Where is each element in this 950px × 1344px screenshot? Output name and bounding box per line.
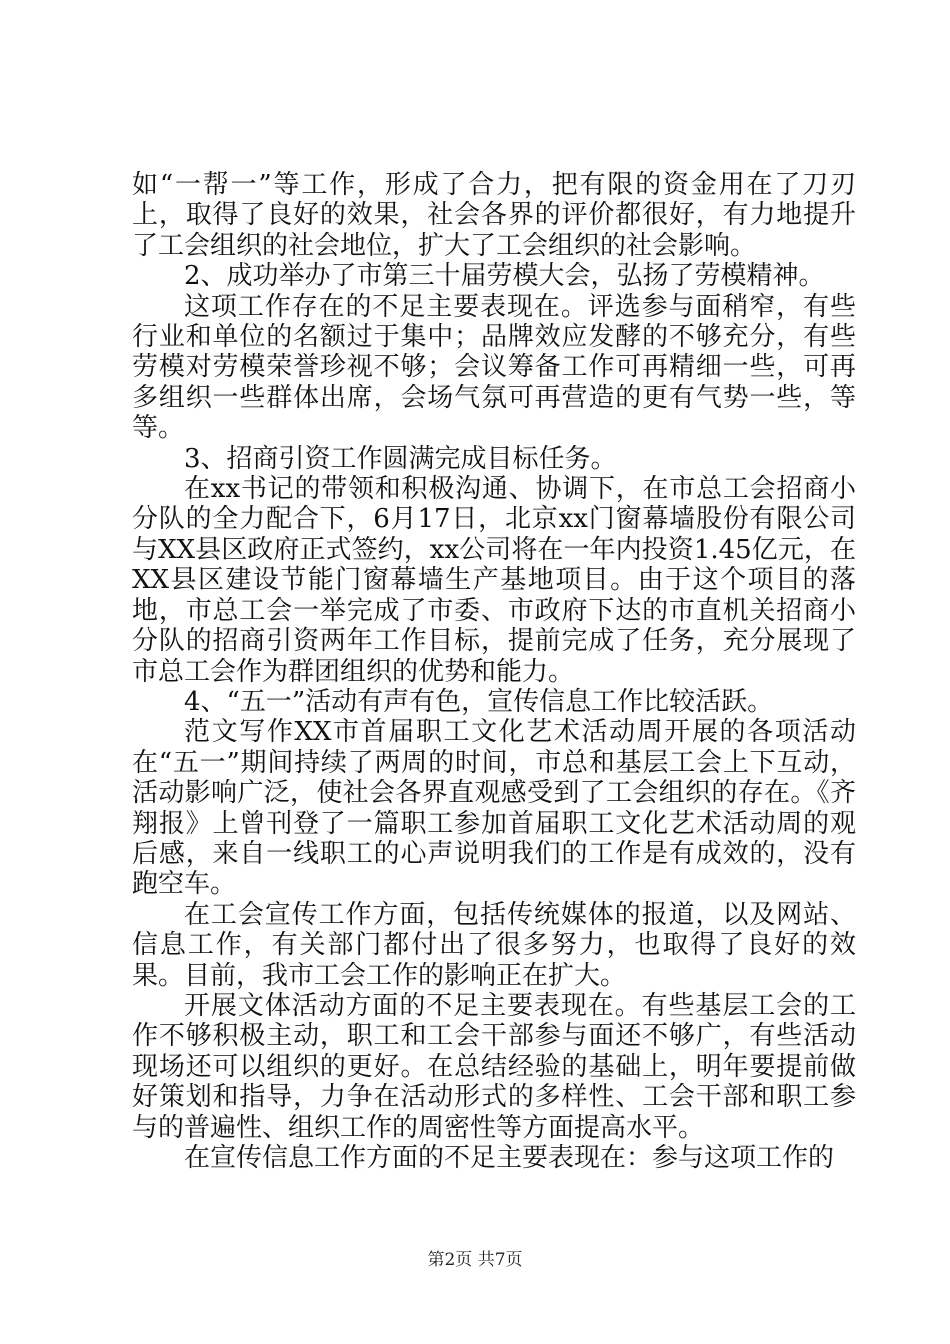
paragraph: 在xx书记的带领和积极沟通、协调下，在市总工会招商小分队的全力配合下，6月17日，北京xx门窗幕墙股份有限公司与XX县区政府正式签约，xx公司将在一年内投资1.45亿元，在XX县区建设节能门窗幕墙生产基地项目。由于这个项目的落地，市总工会一举完成了市委、市政府下达的市直机关招商小分队的招商引资两年工作目标，提前完成了任务，充分展现了市总工会作为群团组织的优势和能力。 (132, 474, 856, 687)
paragraph: 开展文体活动方面的不足主要表现在。有些基层工会的工作不够积极主动，职工和工会干部参与面还不够广，有些活动现场还可以组织的更好。在总结经验的基础上，明年要提前做好策划和指导，力争在活动形式的多样性、工会干部和职工参与的普遍性、组织工作的周密性等方面提高水平。 (132, 990, 856, 1143)
paragraph-continuation: 如“一帮一”等工作，形成了合力，把有限的资金用在了刀刃上，取得了良好的效果，社会各界的评价都很好，有力地提升了工会组织的社会地位，扩大了工会组织的社会影响。 (132, 170, 856, 261)
paragraph-heading-3: 3、招商引资工作圆满完成目标任务。 (184, 443, 617, 474)
page-number-footer: 第2页 共7页 (427, 1250, 523, 1270)
paragraph-heading-4: 4、“五一”活动有声有色，宣传信息工作比较活跃。 (184, 686, 774, 717)
paragraph-heading-2: 2、成功举办了市第三十届劳模大会，弘扬了劳模精神。 (184, 261, 825, 292)
paragraph: 范文写作XX市首届职工文化艺术活动周开展的各项活动在“五一”期间持续了两周的时间，市总和基层工会上下互动，活动影响广泛，使社会各界直观感受到了工会组织的存在。《齐翔报》上曾刊登了一篇职工参加首届职工文化艺术活动周的观后感，来自一线职工的心声说明我们的工作是有成效的，没有跑空车。 (132, 717, 856, 900)
paragraph: 在宣传信息工作方面的不足主要表现在：参与这项工作的 (184, 1143, 835, 1173)
paragraph: 在工会宣传工作方面，包括传统媒体的报道，以及网站、信息工作，有关部门都付出了很多努力，也取得了良好的效果。目前，我市工会工作的影响正在扩大。 (132, 899, 856, 991)
document-body (132, 170, 856, 1173)
paragraph: 这项工作存在的不足主要表现在。评选参与面稍窄，有些行业和单位的名额过于集中；品牌效应发酵的不够充分，有些劳模对劳模荣誉珍视不够；会议筹备工作可再精细一些，可再多组织一些群体出席，会场气氛可再营造的更有气势一些，等等。 (132, 291, 856, 444)
